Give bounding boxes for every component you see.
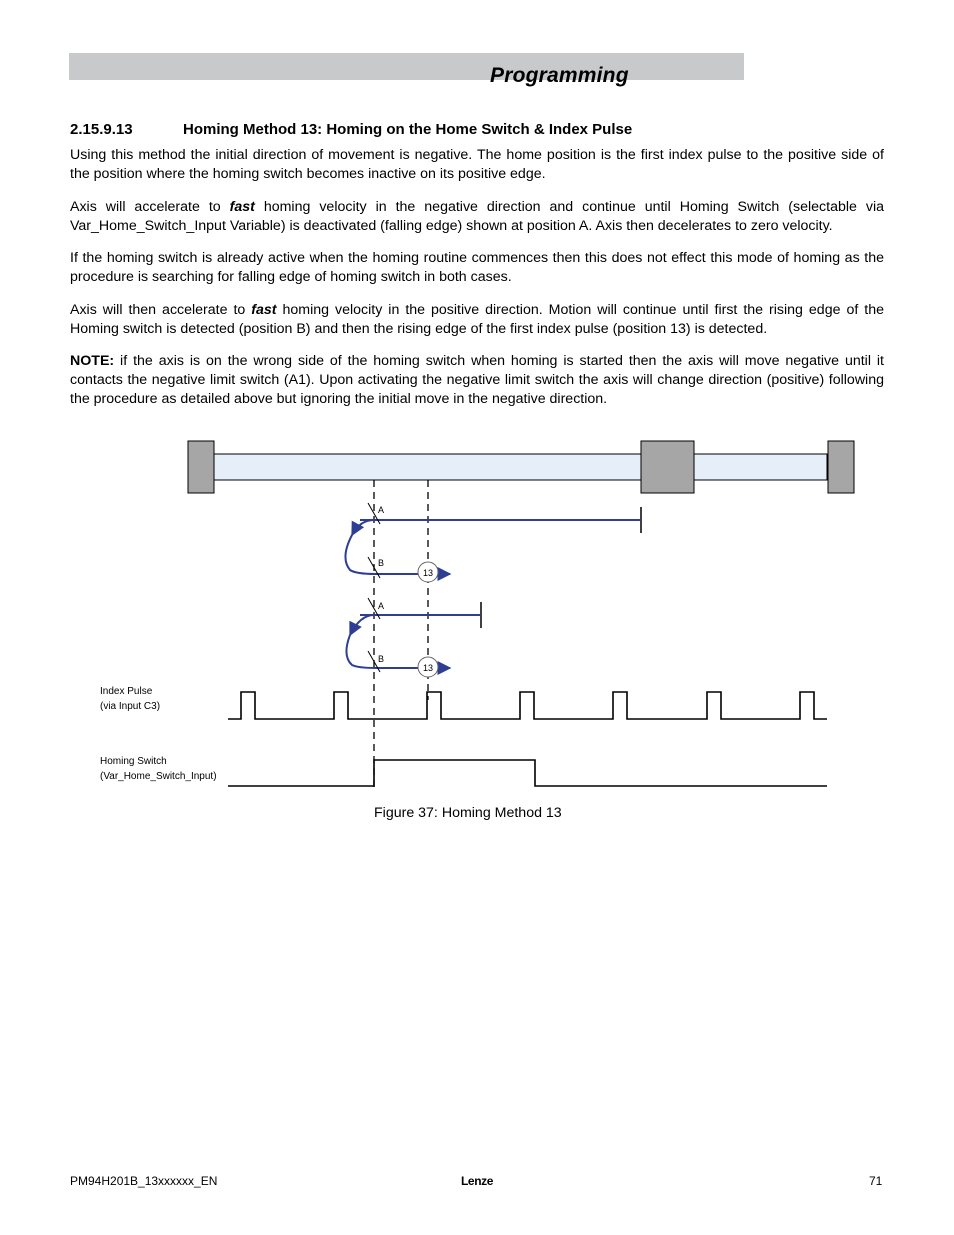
index-pulse-signal (228, 692, 827, 719)
footer-brand-logo: Lenze (461, 1174, 494, 1188)
label-a-2: A (378, 601, 385, 611)
homing-switch-label-line2: (Var_Home_Switch_Input) (100, 771, 217, 782)
section-number: 2.15.9.13 (70, 121, 133, 138)
footer-doc-id: PM94H201B_13xxxxxx_EN (70, 1174, 218, 1188)
homing-switch-label-line1: Homing Switch (100, 756, 167, 767)
label-b-2: B (378, 654, 385, 664)
index-pulse-label-line1: Index Pulse (100, 686, 153, 697)
trajectory-2-decel-arrow (350, 615, 374, 635)
footer-page-number: 71 (869, 1174, 883, 1188)
paragraph-2-emphasis: fast (229, 198, 255, 215)
note-text: if the axis is on the wrong side of the homing switch when homing is started then the axis will move negative until it contacts the negative limit switch (A1). Upon activating the negative limit switch the axis will change direction (positive) following the procedure as detailed above but ignoring the initial move in the negative direction. (70, 353, 884, 407)
paragraph-4-emphasis: fast (251, 301, 277, 318)
negative-limit-switch-block (188, 441, 214, 493)
paragraph-3: If the homing switch is already active when the homing routine commences then this does not effect this mode of homing as the procedure is searching for falling edge of homing switch in both cases. (70, 250, 884, 285)
homing-switch-signal (228, 760, 827, 786)
paragraph-4-start: Axis will then accelerate to (70, 301, 252, 318)
section-title: Homing Method 13: Homing on the Home Switch & Index Pulse (183, 121, 633, 138)
note-label: NOTE: (70, 353, 115, 369)
figure-caption: Figure 37: Homing Method 13 (374, 805, 562, 821)
page-header-title: Programming (490, 64, 629, 87)
paragraph-2-end: homing velocity in the negative direction and continue until Homing Switch (selectable via Var_Home_Switch_Input Variable) is deactivated (falling edge) shown at position A. Axis then decelerates to zero velocity. (70, 198, 884, 234)
trajectory-1-decel-arrow (352, 520, 374, 535)
label-b-1: B (378, 558, 385, 568)
index-pulse-label-line2: (via Input C3) (100, 701, 161, 712)
paragraph-2-start: Axis will accelerate to (70, 198, 230, 215)
paragraph-1: Using this method the initial direction of movement is negative. The home position is the first index pulse to the positive side of the position where the homing switch becomes inactive on its positive edge. (70, 147, 884, 182)
axis-rail (213, 454, 827, 480)
paragraph-4-end: homing velocity in the positive direction. Motion will continue until first the rising edge of the Homing switch is detected (position B) and then the rising edge of the first index pulse (position 13) is detected. (70, 301, 884, 337)
marker-13-label-2: 13 (422, 663, 434, 673)
positive-limit-switch-block (828, 441, 854, 493)
axis-carriage-block (641, 441, 694, 493)
label-a-1: A (378, 505, 385, 515)
marker-13-label-1: 13 (422, 568, 434, 578)
